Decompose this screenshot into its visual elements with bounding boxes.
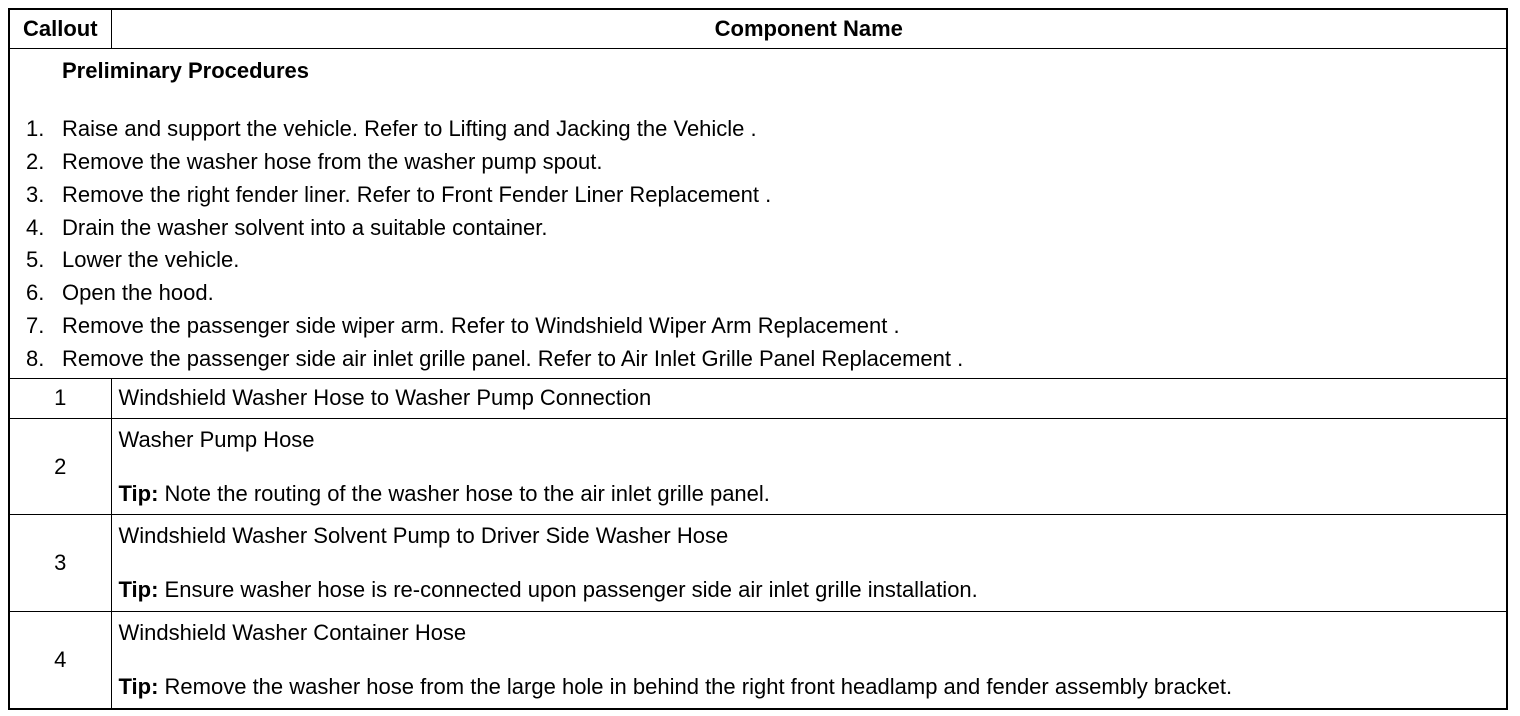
step-number: 3. <box>26 181 45 207</box>
tip-label: Tip: <box>118 673 159 699</box>
preliminary-procedures-cell <box>10 49 1506 378</box>
step-text: Remove the passenger side air inlet grille panel. Refer to Air Inlet Grille Panel Replacement . <box>62 345 964 371</box>
component-name: Windshield Washer Container Hose <box>118 619 467 645</box>
step-number: 7. <box>26 313 45 338</box>
step-text: Raise and support the vehicle. Refer to Lifting and Jacking the Vehicle . <box>62 116 757 142</box>
list-item <box>10 113 1506 146</box>
table-row <box>10 378 1506 418</box>
list-item <box>10 212 1506 245</box>
table-row <box>10 418 1506 515</box>
step-text: Lower the vehicle. <box>62 247 240 273</box>
list-item <box>10 244 1506 277</box>
list-item <box>10 146 1506 179</box>
list-item <box>10 310 1506 343</box>
preliminary-row <box>10 49 1506 378</box>
component-name: Windshield Washer Solvent Pump to Driver Side Washer Hose <box>118 523 729 549</box>
callout-cell: 2 <box>10 418 111 515</box>
step-number: 4. <box>26 214 45 240</box>
table-row <box>10 515 1506 612</box>
preliminary-steps-list <box>10 113 1506 375</box>
tip-label: Tip: <box>118 577 159 603</box>
callout-cell: 3 <box>10 515 111 612</box>
preliminary-procedures-title: Preliminary Procedures <box>62 58 310 84</box>
list-item <box>10 277 1506 310</box>
table-header-row <box>10 10 1506 49</box>
callout-cell: 1 <box>10 378 111 418</box>
step-text: Drain the washer solvent into a suitable container. <box>62 214 548 240</box>
component-name-cell <box>111 515 1506 612</box>
callout-cell: 4 <box>10 611 111 708</box>
tip-body: Ensure washer hose is re-connected upon passenger side air inlet grille installation. <box>158 577 978 603</box>
header-callout: Callout <box>10 10 111 49</box>
step-text: Remove the passenger side wiper arm. Refer to Windshield Wiper Arm Replacement . <box>62 313 900 338</box>
step-number: 6. <box>26 280 45 306</box>
component-table <box>10 10 1506 708</box>
step-text: Remove the washer hose from the washer pump spout. <box>62 149 603 175</box>
component-name: Windshield Washer Hose to Washer Pump Connection <box>118 385 652 411</box>
component-name-cell <box>111 611 1506 708</box>
tip-text <box>119 578 1507 602</box>
header-component-name: Component Name <box>111 10 1506 49</box>
list-item <box>10 179 1506 212</box>
step-number: 5. <box>26 247 45 273</box>
list-item <box>10 343 1506 376</box>
tip-text <box>119 482 1507 506</box>
component-name-cell <box>111 418 1506 515</box>
step-number: 1. <box>26 116 45 142</box>
step-text: Open the hood. <box>62 280 214 306</box>
step-text: Remove the right fender liner. Refer to Front Fender Liner Replacement . <box>62 181 772 207</box>
table-row <box>10 611 1506 708</box>
tip-body: Note the routing of the washer hose to the air inlet grille panel. <box>158 480 770 506</box>
step-number: 2. <box>26 149 45 175</box>
component-name: Washer Pump Hose <box>118 426 315 452</box>
tip-body: Remove the washer hose from the large hole in behind the right front headlamp and fender assembly bracket. <box>158 673 1233 699</box>
step-number: 8. <box>26 345 45 371</box>
tip-text <box>119 675 1507 699</box>
component-name-cell <box>111 378 1506 418</box>
component-table-frame <box>8 8 1508 710</box>
tip-label: Tip: <box>118 480 159 506</box>
